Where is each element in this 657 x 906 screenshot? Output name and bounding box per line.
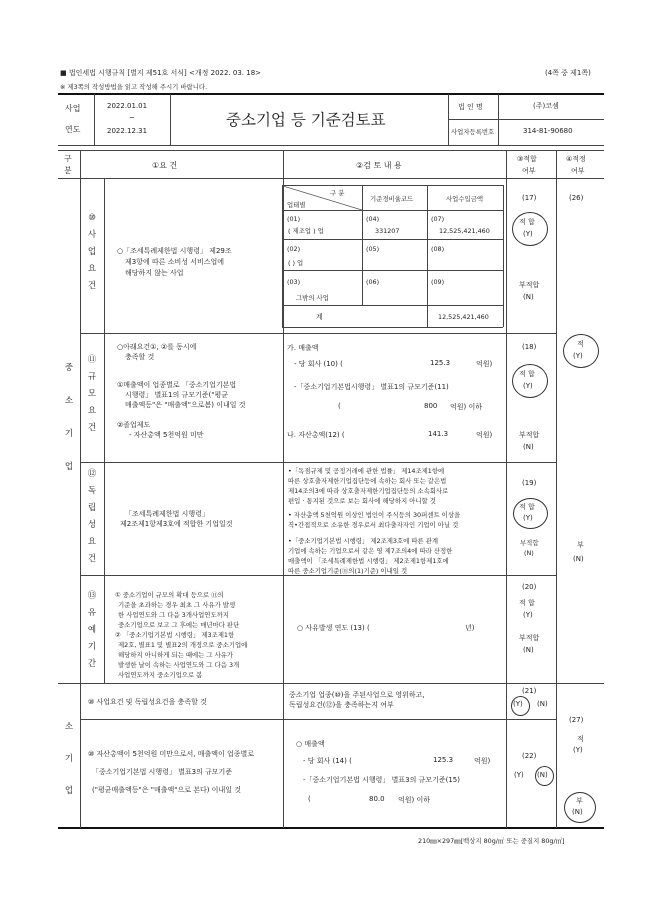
col-divider <box>80 150 81 828</box>
small-req-text: ⑩ 자산총액이 5천억원 미만으로서, 매출액이 업종별로 <box>88 750 255 758</box>
grace-review-text: ○ 사유발생 연도 (13) ( <box>297 624 370 632</box>
indep-review-text: •「독점규제 및 공정거래에 관한 법률」 제14조제1항에 <box>288 467 445 475</box>
appropriate-yes-mark: (Y) <box>573 352 583 360</box>
table-bottom-border <box>58 827 604 829</box>
unit-label: 억원) <box>476 360 493 368</box>
total-label: 계 <box>316 313 323 321</box>
scale-review-text: - 당 회사 (10) ( <box>294 360 343 368</box>
revenue-value: 125.3 <box>433 756 454 764</box>
grace-req-text: ② 「중소기업기본법 시행령」 제3조제1항 <box>115 631 235 639</box>
fit-yes-mark: (Y) <box>514 771 524 779</box>
fit-no: 부적합 <box>519 634 540 642</box>
page-info: (4쪽 중 제1쪽) <box>545 69 591 77</box>
row-number: (02) <box>287 245 301 253</box>
appropriate-header: 여부 <box>571 167 585 175</box>
business-requirement-text: ○「조세특례제한법 시행령」 제29조 <box>117 247 232 255</box>
grace-req-text: ① 중소기업이 규모의 확대 등으로 ⑪의 <box>115 591 224 599</box>
fit-no: 부적합 <box>520 539 539 547</box>
biz-no-value: 314-81-90680 <box>523 127 573 135</box>
small-review-text: - 당 회사 (14) ( <box>303 757 352 765</box>
row-number: (09) <box>431 278 445 286</box>
indep-review-text: 제14조의3에 따라 상호출자제한기업집단등의 소속회사로 <box>288 487 449 495</box>
appropriate-no: 부 <box>577 541 584 549</box>
small-review-text: -「중소기업기본법 시행령」 별표3의 규모기준(15) <box>303 776 460 784</box>
requirements-header: ①요 건 <box>152 161 178 170</box>
year-label: 연도 <box>65 125 81 134</box>
indep-review-text: 기업에 속하는 기업으로서 같은 영 제7조의4에 따라 산정한 <box>288 547 453 555</box>
row-number: (01) <box>287 215 301 223</box>
fit-no: 부적합 <box>519 431 540 439</box>
fit-number: (21) <box>522 687 537 695</box>
appropriate-yes-mark: (Y) <box>573 746 583 754</box>
indep-review-text: • 자산총액 5천억원 이상인 법인이 주식등의 30퍼센트 이상을 <box>288 511 461 519</box>
row-divider <box>80 719 556 720</box>
fit-no-mark: (N) <box>523 646 534 654</box>
table-top-border <box>58 150 604 151</box>
fit-number: (20) <box>522 583 537 591</box>
fit-yes: 적 합 <box>519 370 535 378</box>
unit-label: 억원) <box>474 757 491 765</box>
appropriate-yes: 적 <box>577 735 584 743</box>
scale-review-text: 나. 자산총액(12) ( <box>287 431 345 439</box>
indep-review-text: 따른 중소기업기준(⑪의(1)기준) 이내일 것 <box>288 567 408 575</box>
scale-req-text: ○아래요건①, ②를 동시에 <box>117 343 197 351</box>
fit-no-mark: (N) <box>524 549 534 557</box>
fit-yes-mark: (Y) <box>523 611 533 619</box>
divider <box>94 94 95 145</box>
appropriate-no: 부 <box>576 797 583 805</box>
col-divider <box>104 178 105 683</box>
independence-requirement-label: ⑫ 독 립 성 요 건 <box>87 469 97 564</box>
appropriate-header: ④적정 <box>566 155 586 163</box>
business-requirement-label: ⑩ 사 업 요 건 <box>87 213 97 291</box>
row-divider <box>80 333 556 334</box>
fit-yes-mark: (Y) <box>523 514 533 522</box>
scale-req-text: - 자산총액 5천억원 미만 <box>129 431 204 439</box>
business-requirement-text: 제3항에 따른 소비성 서비스업에 <box>125 258 225 266</box>
appropriate-no-mark: (N) <box>573 555 584 563</box>
grace-review-end: 년) <box>465 624 475 632</box>
scale-req-text: 충족할 것 <box>125 353 155 361</box>
biz-no-label: 사업자등록번호 <box>451 128 495 136</box>
grace-req-text: 한 사업연도와 그 다음 3개사업연도까지 <box>118 611 229 619</box>
fit-number: (18) <box>522 343 537 351</box>
inner-table-border <box>427 185 428 327</box>
inner-header-income: 사업수입금액 <box>446 195 484 203</box>
fit-no-mark: (N) <box>537 771 548 779</box>
row-number: (05) <box>366 245 380 253</box>
fit-number: (17) <box>522 194 537 202</box>
income-value: 12,525,421,460 <box>439 227 490 235</box>
fiscal-start-date: 2022.01.01 <box>107 102 148 110</box>
inner-table-border <box>362 185 363 305</box>
appropriate-yes: 적 <box>577 340 584 348</box>
total-income-value: 12,525,421,460 <box>438 313 489 321</box>
row-number: (04) <box>366 215 380 223</box>
scale-req-text: ②졸업제도 <box>117 421 151 429</box>
corp-name-label: 법 인 명 <box>458 103 483 111</box>
grace-period-label: ⑬ 유 예 기 간 <box>87 591 97 669</box>
grace-req-text: 중소기업으로 보고 그 후에는 매년마다 판단 <box>118 621 240 629</box>
scale-req-text: 시행령」 별표1의 규모기준("평균 <box>125 391 228 399</box>
fit-no: 부적합 <box>519 281 540 289</box>
form-title: 중소기업 등 기준검토표 <box>226 111 386 129</box>
business-type-value: ( 제조업 ) 업 <box>288 227 324 235</box>
business-type-value: ( ) 업 <box>288 259 304 267</box>
indep-req-text: 「조세특례제한법 시행령」 <box>125 510 209 518</box>
unit-label: 억원) 이하 <box>450 403 483 411</box>
small-review-text: ○ 매출액 <box>296 740 325 748</box>
col-divider <box>556 150 557 828</box>
corp-name-value: (주)코셈 <box>533 102 559 110</box>
business-requirement-text: 해당하지 않는 사업 <box>125 269 184 277</box>
grace-req-text: 사업연도까지 중소기업으로 봄 <box>118 671 203 679</box>
column-header-bottom <box>58 178 604 179</box>
scale-req-text: ①매출액이 업종별로 「중소기업기본법 <box>117 381 237 389</box>
fit-no-mark: (N) <box>523 443 534 451</box>
small-req-text: ("평균매출액등"은 "매출액"으로 본다) 이내일 것 <box>92 786 241 794</box>
row-divider <box>80 462 556 463</box>
indep-review-text: 직•간접적으로 소유한 경우로서 최다출자자인 기업이 아닐 것 <box>288 521 459 529</box>
writing-note: ※ 제3쪽의 작성방법을 읽고 작성해 주시기 바랍니다. <box>60 83 208 91</box>
scale-threshold-value: 800 <box>424 402 438 410</box>
appropriate-number: (27) <box>569 716 584 724</box>
fit-yes: 적 합 <box>519 218 535 226</box>
grace-req-text: 발생한 날이 속하는 사업연도와 그 다음 3개 <box>118 661 240 669</box>
inner-header-code: 기준경비율코드 <box>370 195 414 203</box>
inner-table-border <box>282 270 503 271</box>
grace-req-text: 제2호, 별표1 및 별표2의 개정으로 중소기업에 <box>118 641 248 649</box>
grace-req-text: 기준을 초과하는 경우 최초 그 사유가 발생 <box>118 601 236 609</box>
small-req-text: ⑩ 사업요건 및 독립성요건을 충족할 것 <box>88 698 207 706</box>
indep-review-text: 편입 · 통지된 것으로 보는 회사에 해당하지 아니할 것 <box>288 497 436 505</box>
paper-spec: 210㎜×297㎜[백상지 80g/㎡ 또는 중질지 80g/㎡] <box>418 837 565 845</box>
tilde: ~ <box>129 114 135 122</box>
scale-review-text: 가. 매출액 <box>287 344 319 352</box>
indep-review-text: 매출액이 「조세특례제한법 시행령」 제2조제1항제1호에 <box>288 557 449 565</box>
inner-table-border <box>282 327 503 328</box>
col-divider <box>283 150 284 828</box>
fit-header: ③적합 <box>517 155 537 163</box>
inner-table-border <box>503 185 504 327</box>
fit-yes-mark: (Y) <box>523 230 533 238</box>
fit-no-mark: (N) <box>523 293 534 301</box>
small-req-text: 「중소기업기본법 시행령」 별표3의 규모기준 <box>92 768 233 776</box>
indep-review-text: •「중소기업기본법 시행령」 제2조제3호에 따른 관계 <box>288 537 439 545</box>
other-business-label: 그밖의 사업 <box>296 294 329 302</box>
fit-yes-mark: (Y) <box>523 382 533 390</box>
row-number: (07) <box>431 215 445 223</box>
inner-table-border <box>282 305 503 306</box>
inner-table-border <box>282 239 503 240</box>
top-border <box>58 93 604 95</box>
small-review-text: ( <box>308 795 311 803</box>
unit-label: 억원) <box>476 431 493 439</box>
fit-no-mark: (N) <box>537 700 548 708</box>
row-number: (06) <box>366 278 380 286</box>
division-header: 분 <box>64 166 72 175</box>
inner-header-biz: 업태별 <box>287 201 306 209</box>
small-review-text: 중소기업 업종(⑩)을 주된사업으로 영위하고, <box>289 691 425 699</box>
fit-number: (22) <box>522 752 537 760</box>
division-header: 구 <box>64 154 72 163</box>
fit-yes: 적 합 <box>519 599 535 607</box>
row-number: (08) <box>431 245 445 253</box>
divider <box>170 94 171 145</box>
divider <box>448 119 604 120</box>
asset-value: 141.3 <box>428 430 449 438</box>
review-header: ②검 토 내 용 <box>356 161 402 170</box>
scale-requirement-label: ⑪ 규 모 요 건 <box>87 355 97 433</box>
section-divider <box>58 683 604 684</box>
fit-yes: 적 합 <box>519 503 535 511</box>
small-business-section-label: 소 기 업 <box>64 722 74 796</box>
indep-review-text: 따른 상호출자제한기업집단등에 속하는 회사 또는 같은법 <box>288 477 447 485</box>
small-review-text: 독립성요건(⑫)을 충족하는지 여부 <box>289 701 394 709</box>
row-number: (03) <box>287 278 301 286</box>
year-label: 사업 <box>65 104 81 113</box>
small-threshold-value: 80.0 <box>369 795 385 803</box>
scale-review-text: ( <box>338 402 341 410</box>
expense-code-value: 331207 <box>375 227 400 235</box>
scale-review-text: -「중소기업기본법시행령」 별표1의 규모기준(11) <box>294 383 449 391</box>
revenue-value: 125.3 <box>430 359 451 367</box>
indep-req-text: 제2조제1항제3호에 적합한 기업일것 <box>120 520 233 528</box>
row-divider <box>80 575 556 576</box>
inner-table-border <box>282 210 503 211</box>
form-rule-label: ■ 법인세법 시행규칙 [별지 제51호 서식] <개정 2022. 03. 18> <box>60 69 262 77</box>
appropriate-no-mark: (N) <box>572 808 583 816</box>
scale-req-text: 매출액등"은 "매출액"으로봄) 이내일 것 <box>125 401 246 409</box>
fit-yes-mark: (Y) <box>513 700 523 708</box>
fiscal-end-date: 2022.12.31 <box>107 127 148 135</box>
fit-number: (19) <box>522 479 537 487</box>
col-divider <box>506 150 507 828</box>
appropriate-number: (26) <box>569 194 584 202</box>
grace-req-text: 해당하지 아니하게 되는 때에는 그 사유가 <box>118 651 234 659</box>
inner-header-gubun: 구 분 <box>330 189 345 197</box>
title-bottom-border <box>58 145 604 146</box>
sme-section-label: 중 소 기 업 <box>64 363 74 472</box>
unit-label: 억원) 이하 <box>398 796 431 804</box>
fit-header: 여부 <box>522 167 536 175</box>
